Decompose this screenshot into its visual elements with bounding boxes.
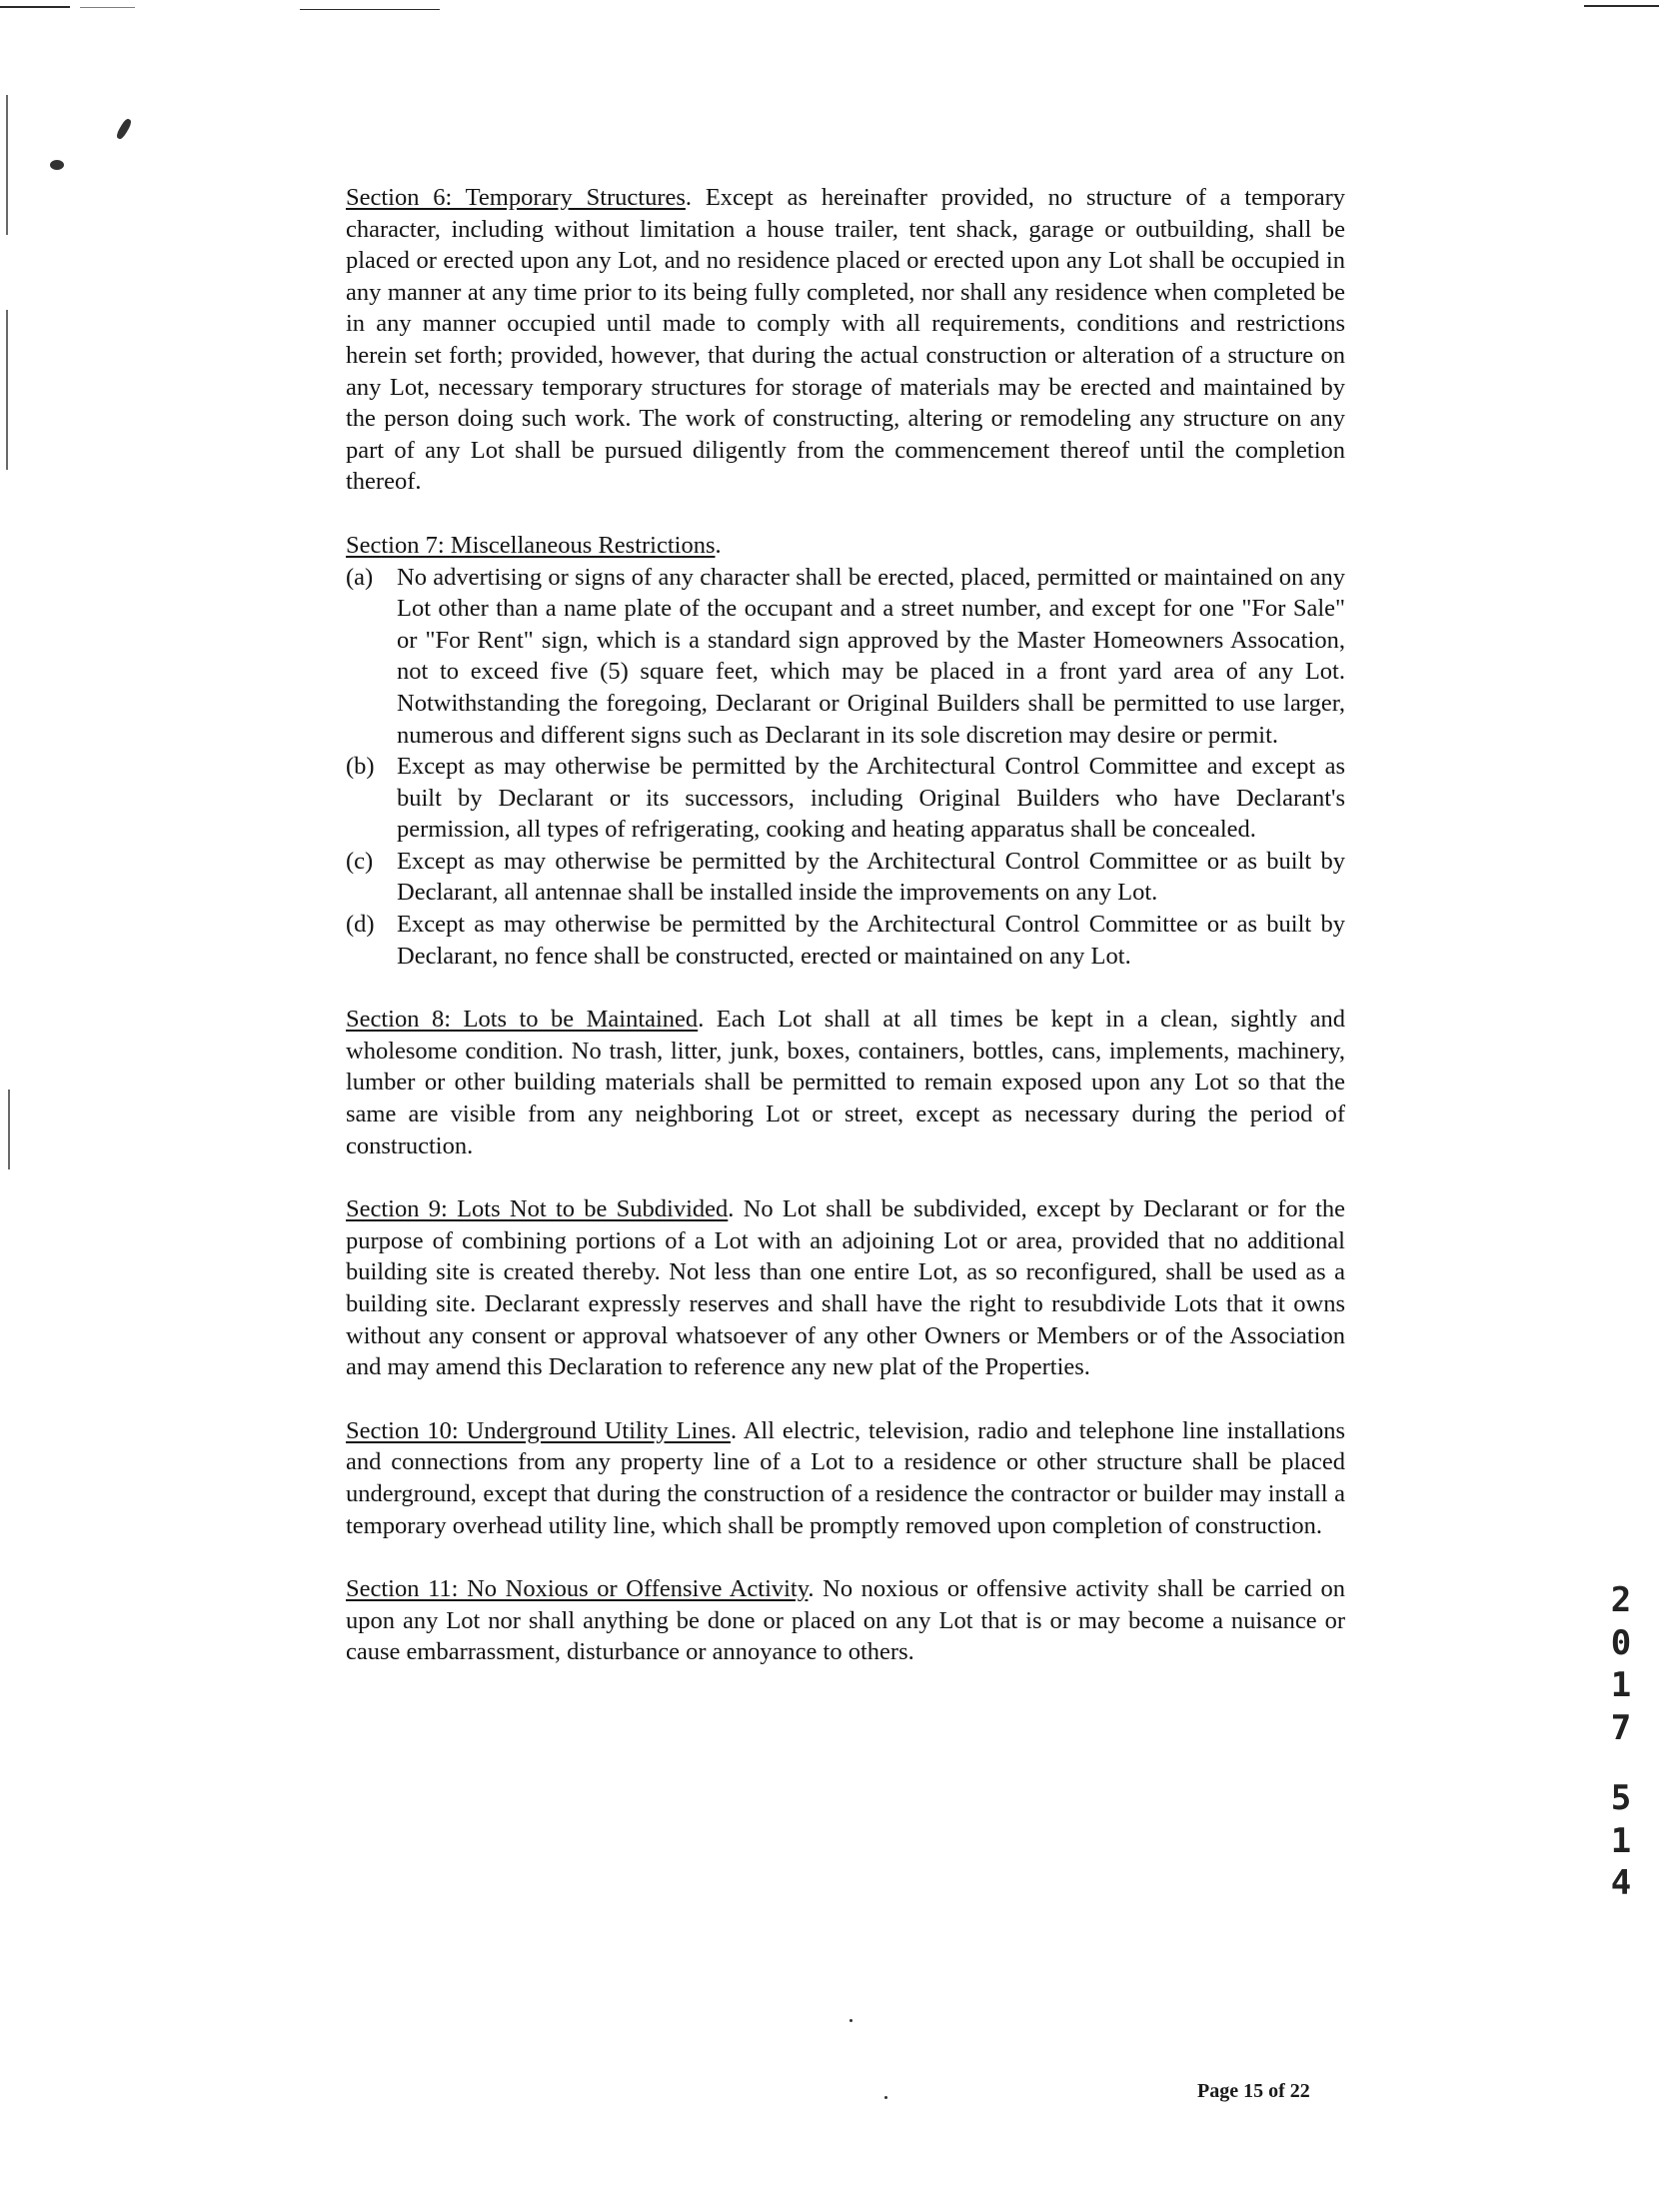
- section-11-heading: Section 11: No Noxious or Offensive Activity: [346, 1575, 809, 1603]
- section-6: Section 6: Temporary Structures. Except as hereinafter provided, no structure of a temporary character, including without limitation a house trailer, tent shack, garage or outbuilding, shall be placed or erected upon any Lot, and no residence placed or erected upon any Lot shall be occupied in any manner at any time prior to its being fully completed, nor shall any residence when completed be in any manner occupied until made to comply with all requirements, conditions and restrictions herein set forth; provided, however, that during the actual construction or alteration of a structure on any Lot, necessary temporary structures for storage of materials may be erected and maintained by the person doing such work. The work of constructing, altering or remodeling any structure on any part of any Lot shall be pursued diligently from the commencement thereof until the completion thereof.: [346, 184, 1345, 496]
- list-item: [346, 846, 1345, 909]
- scan-line-top-right: [1584, 5, 1659, 7]
- list-item-label: (b): [346, 753, 375, 781]
- list-item-text: No advertising or signs of any character shall be erected, placed, permitted or maintained on any Lot other than a name plate of the occupant and a street number, and except for one "For Sale" or "For Rent" sign, which is a standard sign approved by the Master Homeowners Assocation, not to exceed five (5) square feet, which may be placed in a front yard area of any Lot. Notwithstanding the foregoing, Declarant or Original Builders shall be permitted to use larger, numerous and different signs such as Declarant in its sole discretion may desire or permit.: [397, 563, 1345, 749]
- scan-line-left-edge-1: [6, 95, 8, 235]
- margin-stamp-digit: 1: [1610, 1820, 1632, 1861]
- scan-line-top-left-2: [80, 7, 135, 8]
- margin-stamp-digit: 5: [1610, 1778, 1632, 1818]
- ink-speck: [849, 2019, 852, 2022]
- margin-stamp-digit: 0: [1610, 1622, 1632, 1663]
- list-item-label: (c): [346, 847, 374, 875]
- scan-line-top-left: [0, 6, 70, 8]
- scan-line-left-edge-2: [6, 310, 8, 470]
- section-8-body: Each Lot shall at all times be kept in a clean, sightly and wholesome condition. No trash, litter, junk, boxes, containers, bottles, cans, implements, machinery, lumber or other building materials shall be permitted to remain exposed upon any Lot so that the same are visible from any neighboring Lot or street, except as necessary during the period of construction.: [346, 1006, 1345, 1159]
- section-11-body: No noxious or offensive activity shall be carried on upon any Lot nor shall anything be done or placed on any Lot that is or may become a nuisance or cause embarrassment, disturbance or annoyance to others.: [346, 1575, 1345, 1666]
- section-8: Section 8: Lots to be Maintained. Each Lot shall at all times be kept in a clean, sightly and wholesome condition. No trash, litter, junk, boxes, containers, bottles, cans, implements, machinery, lumber or other building materials shall be permitted to remain exposed upon any Lot so that the same are visible from any neighboring Lot or street, except as necessary during the period of construction.: [346, 1006, 1345, 1159]
- section-7-list: [346, 562, 1345, 973]
- section-7-heading-line: Section 7: Miscellaneous Restrictions.: [346, 531, 722, 559]
- ink-speck-2: [884, 2096, 887, 2099]
- list-item-text: Except as may otherwise be permitted by the Architectural Control Committee or as built by Declarant, all antennae shall be installed inside the improvements on any Lot.: [397, 847, 1345, 907]
- page-number: Page 15 of 22: [1197, 2080, 1310, 2102]
- list-item: [346, 562, 1345, 752]
- ink-blot-2: [115, 117, 133, 140]
- section-7: [346, 530, 1345, 972]
- margin-stamp-digit: 4: [1610, 1863, 1632, 1903]
- section-8-heading: Section 8: Lots to be Maintained: [346, 1006, 699, 1034]
- list-item-label: (d): [346, 911, 375, 939]
- section-9: Section 9: Lots Not to be Subdivided. No Lot shall be subdivided, except by Declarant or for the purpose of combining portions of a Lot with an adjoining Lot or area, provided that no additional building site is created thereby. Not less than one entire Lot, as so reconfigured, shall be used as a building site. Declarant expressly reserves and shall have the right to resubdivide Lots that it owns without any consent or approval whatsoever of any other Owners or Members or of the Association and may amend this Declaration to reference any new plat of the Properties.: [346, 1195, 1346, 1381]
- list-item-text: Except as may otherwise be permitted by the Architectural Control Committee and except as built by Declarant or its successors, including Original Builders who have Declarant's permission, all types of refrigerating, cooking and heating apparatus shall be concealed.: [397, 753, 1345, 844]
- section-7-heading: Section 7: Miscellaneous Restrictions: [346, 531, 716, 559]
- margin-stamp-digit: 7: [1610, 1707, 1632, 1748]
- scan-line-top-center: [300, 9, 440, 10]
- list-item: [346, 751, 1345, 846]
- section-9-body: No Lot shall be subdivided, except by Declarant or for the purpose of combining portions of a Lot with an adjoining Lot or area, provided that no additional building site is created thereby. Not less than one entire Lot, as so reconfigured, shall be used as a building site. Declarant expressly reserves and shall have the right to resubdivide Lots that it owns without any consent or approval whatsoever of any other Owners or Members or of the Association and may amend this Declaration to reference any new plat of the Properties.: [346, 1195, 1346, 1381]
- ink-blot: [50, 160, 64, 170]
- section-10-body: All electric, television, radio and telephone line installations and connections from any property line of a Lot to a residence or other structure shall be placed underground, except that during the construction of a residence the contractor or builder may install a temporary overhead utility line, which shall be promptly removed upon completion of construction.: [346, 1416, 1345, 1539]
- document-body: [346, 182, 1345, 1700]
- section-9-heading: Section 9: Lots Not to be Subdivided: [346, 1195, 729, 1223]
- margin-stamp-digit: 1: [1610, 1665, 1632, 1705]
- section-10-heading: Section 10: Underground Utility Lines: [346, 1416, 731, 1444]
- scan-line-left-edge-3: [8, 1090, 10, 1169]
- margin-stamp-number: [1601, 1579, 1641, 1905]
- list-item: [346, 909, 1345, 972]
- list-item-label: (a): [346, 563, 374, 591]
- list-item-text: Except as may otherwise be permitted by the Architectural Control Committee or as built by Declarant, no fence shall be constructed, erected or maintained on any Lot.: [397, 911, 1345, 970]
- section-6-body: Except as hereinafter provided, no structure of a temporary character, including without limitation a house trailer, tent shack, garage or outbuilding, shall be placed or erected upon any Lot, and no residence placed or erected upon any Lot shall be occupied in any manner at any time prior to its being fully completed, nor shall any residence when completed be in any manner occupied until made to comply with all requirements, conditions and restrictions herein set forth; provided, however, that during the actual construction or alteration of a structure on any Lot, necessary temporary structures for storage of materials may be erected and maintained by the person doing such work. The work of constructing, altering or remodeling any structure on any part of any Lot shall be pursued diligently from the commencement thereof until the completion thereof.: [346, 184, 1345, 496]
- section-6-heading: Section 6: Temporary Structures: [346, 184, 686, 211]
- section-10: Section 10: Underground Utility Lines. All electric, television, radio and telephone line installations and connections from any property line of a Lot to a residence or other structure shall be placed underground, except that during the construction of a residence the contractor or builder may install a temporary overhead utility line, which shall be promptly removed upon completion of construction.: [346, 1416, 1345, 1539]
- section-11: Section 11: No Noxious or Offensive Activity. No noxious or offensive activity shall be carried on upon any Lot nor shall anything be done or placed on any Lot that is or may become a nuisance or cause embarrassment, disturbance or annoyance to others.: [346, 1575, 1345, 1666]
- margin-stamp-digit: 2: [1610, 1580, 1632, 1620]
